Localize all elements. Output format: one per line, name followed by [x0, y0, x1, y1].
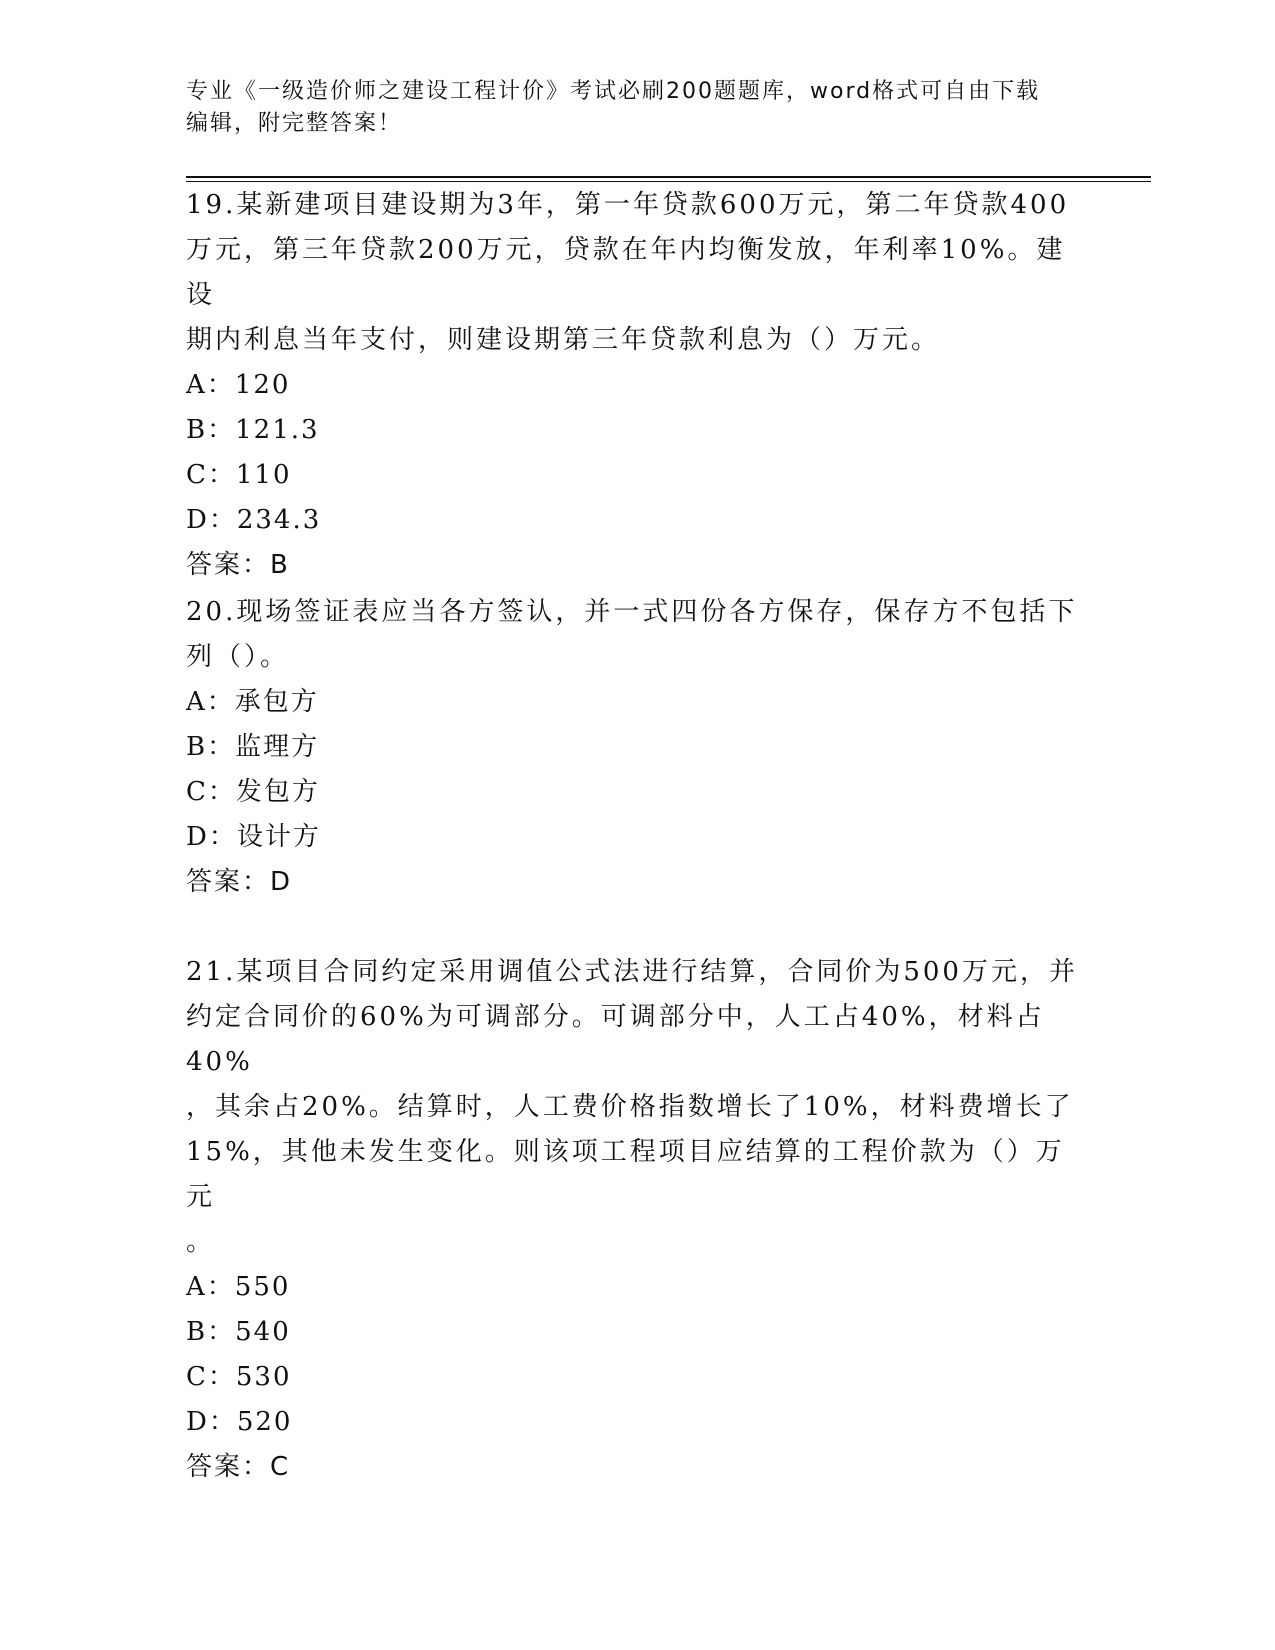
answer-label: 答案：C	[186, 1452, 291, 1482]
option-c: C：530	[186, 1362, 292, 1392]
question-stem-line: 19.某新建项目建设期为3年，第一年贷款600万元，第二年贷款400	[186, 190, 1070, 220]
question-stem-line: 15%，其他未发生变化。则该项工程项目应结算的工程价款为（）万元	[186, 1137, 1065, 1212]
question-stem-line: 21.某项目合同约定采用调值公式法进行结算，合同价为500万元，并	[186, 957, 1078, 987]
question-21	[186, 950, 1086, 1490]
question-20	[186, 590, 1086, 905]
header-line-2: 编辑，附完整答案！	[186, 111, 403, 136]
answer-label: 答案：D	[186, 867, 293, 897]
question-stem-line: ，其余占20%。结算时，人工费价格指数增长了10%，材料费增长了	[186, 1092, 1074, 1122]
question-stem-line: 期内利息当年支付，则建设期第三年贷款利息为（）万元。	[186, 325, 941, 355]
option-a: A：承包方	[186, 687, 319, 717]
header-divider-thin	[186, 181, 1151, 182]
answer-label: 答案：B	[186, 550, 290, 580]
question-stem-line: 20.现场签证表应当各方签认，并一式四份各方保存，保存方不包括下	[186, 597, 1078, 627]
question-stem-line: 约定合同价的60%为可调部分。可调部分中，人工占40%，材料占40%	[186, 1002, 1045, 1077]
question-stem-line: 万元，第三年贷款200万元，贷款在年内均衡发放，年利率10%。建设	[186, 235, 1066, 310]
option-c: C：110	[186, 460, 292, 490]
option-d: D：234.3	[186, 505, 322, 535]
option-c: C：发包方	[186, 777, 320, 807]
header-divider-thick	[186, 176, 1151, 178]
document-header	[186, 76, 1066, 140]
question-stem-line: 列（）。	[186, 642, 290, 672]
option-d: D：设计方	[186, 822, 321, 852]
option-b: B：监理方	[186, 732, 320, 762]
option-a: A：120	[186, 370, 291, 400]
option-d: D：520	[186, 1407, 293, 1437]
header-line-1: 专业《一级造价师之建设工程计价》考试必刷200题题库，word格式可自由下载	[186, 79, 1041, 104]
option-b: B：121.3	[186, 415, 320, 445]
option-a: A：550	[186, 1272, 291, 1302]
question-19	[186, 183, 1086, 588]
question-stem-line: 。	[186, 1227, 216, 1257]
option-b: B：540	[186, 1317, 291, 1347]
